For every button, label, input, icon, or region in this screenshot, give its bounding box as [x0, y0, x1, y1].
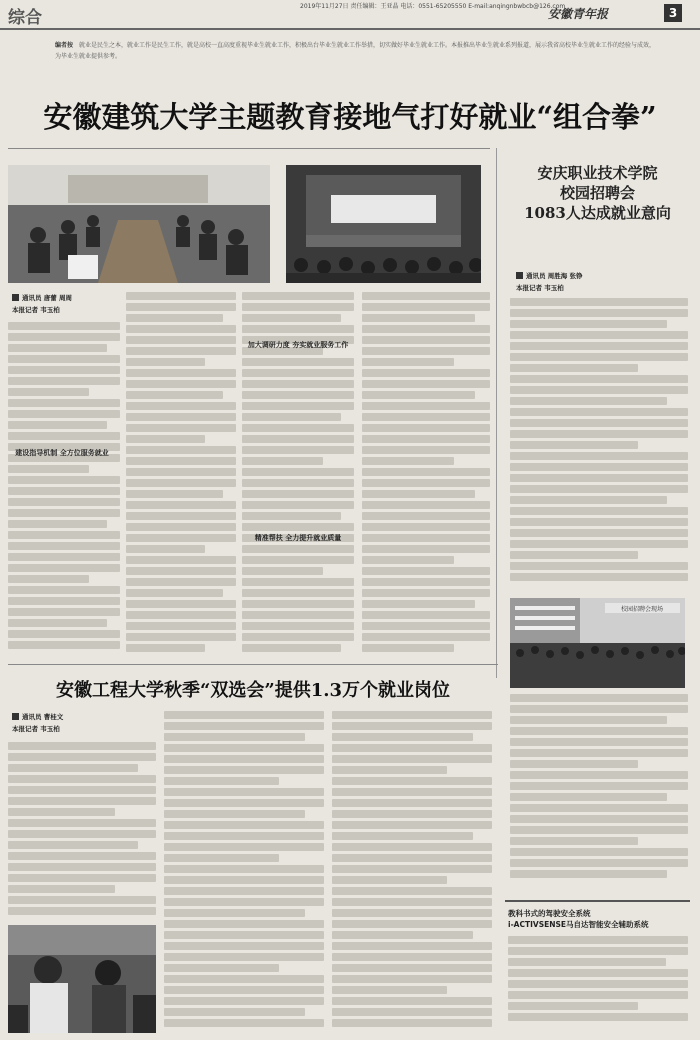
auditorium-photo: [286, 165, 481, 283]
article1-col-1: [8, 322, 120, 657]
article2-col-3: [332, 711, 492, 1031]
masthead: [0, 0, 700, 30]
article2-byline: [12, 711, 63, 735]
byline-reporters: 通讯员 唐蕾 周周: [22, 294, 73, 302]
ad-title-line-2: i-ACTIVSENSE马自达智能安全辅助系统: [508, 920, 649, 929]
article2-col-1: [8, 742, 156, 920]
article1-subhead-2: 加大调研力度 夯实就业服务工作: [247, 341, 349, 349]
page-number: 3: [664, 4, 682, 22]
editor-note-text: 就业是民生之本，就业工作是民生工作，就是高校一直高度重视毕业生就业工作，积极出台毕业生就业工作举措，切实做好毕业生就业工作。本报推出毕业生就业系列报道，展示我省高校毕业生就业工作的经验与成效，为毕业生就业提供参考。: [55, 42, 655, 60]
job-fair-photo: [510, 598, 685, 688]
article1-col-4: [362, 292, 490, 657]
article1-col-2: [126, 292, 236, 657]
byline-staff: 本报记者 韦玉柏: [12, 725, 60, 733]
byline-reporters: 通讯员 曹桂文: [22, 713, 64, 721]
bullet-icon: [516, 272, 523, 279]
right-title-line-1: 安庆职业技术学院: [537, 164, 658, 182]
right-title-line-2: 校园招聘会: [559, 184, 635, 202]
section-label: 综合: [8, 8, 42, 28]
paper-name: 安徽青年报: [548, 7, 609, 21]
article1-byline: [12, 292, 72, 316]
right-article-body-2: [510, 694, 688, 892]
interview-photo: [8, 925, 156, 1033]
ad-title: [508, 908, 688, 930]
ad-body: [508, 936, 688, 1032]
article2-col-2: [164, 711, 324, 1031]
article1-subhead-1: 建设指导机制 全方位服务就业: [15, 449, 109, 457]
right-title-line-3: 1083人达成就业意向: [524, 204, 671, 222]
right-article-title: [500, 163, 695, 223]
article2-headline: 安徽工程大学秋季“双选会”提供1.3万个就业岗位: [55, 680, 451, 701]
byline-reporters: 通讯员 周胜海 张铮: [526, 272, 583, 280]
divider: [8, 148, 490, 149]
divider: [8, 664, 498, 665]
right-article-body: [510, 298, 688, 593]
byline-staff: 本报记者 韦玉柏: [516, 284, 564, 292]
meeting-photo: [8, 165, 270, 283]
column-divider: [496, 148, 497, 678]
article1-subhead-3: 精准帮扶 全力提升就业质量: [254, 534, 342, 542]
ad-title-line-1: 教科书式的驾驶安全系统: [508, 909, 591, 918]
byline-staff: 本报记者 韦玉柏: [12, 306, 60, 314]
masthead-meta: 2019年11月27日 责任编辑：王亚晶 电话：0551-65205550 E-mail:anqingnbwbcb@126.com: [300, 3, 566, 10]
main-headline: 安徽建筑大学主题教育接地气打好就业“组合拳”: [43, 100, 657, 134]
editor-note-tag: 编者按: [55, 42, 74, 49]
right-article-byline: [516, 270, 583, 294]
editor-note: [55, 40, 655, 80]
bullet-icon: [12, 713, 19, 720]
bullet-icon: [12, 294, 19, 301]
banner-caption: 校园招聘会现场: [620, 606, 664, 613]
